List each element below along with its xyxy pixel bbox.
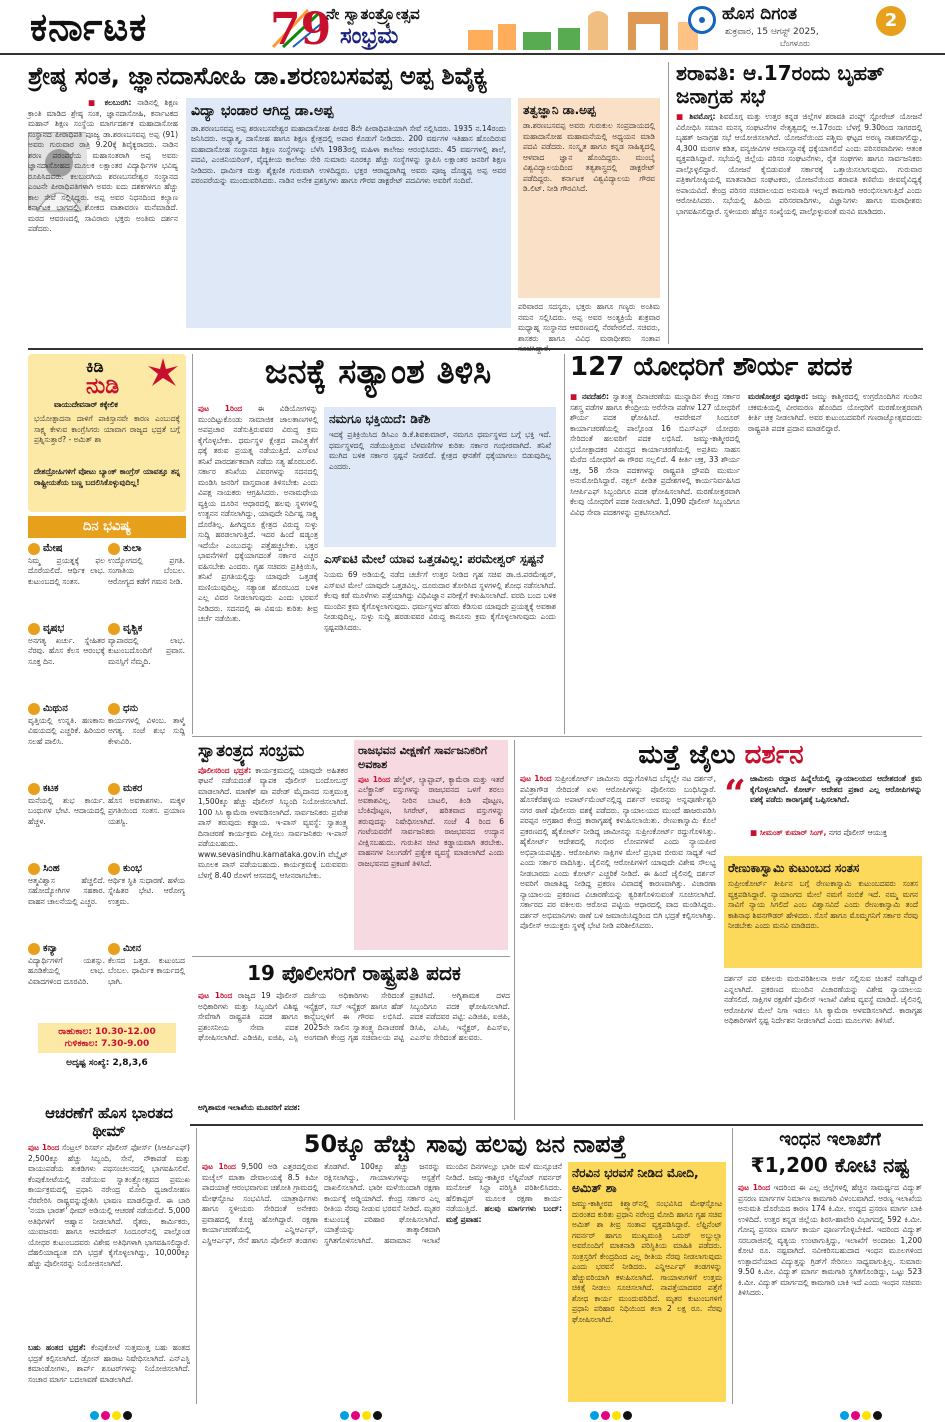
ashoka-chakra-icon: [688, 6, 716, 34]
badge-line1: ನೇ ಸ್ವಾತಂತ್ರ್ಯೋತ್ಸವ: [326, 5, 420, 23]
truth-body-text: ಈ ವಿಡಿಯೋಗಳನ್ನು ಮುಂದಿಟ್ಟುಕೊಂಡು ಸಾಮಾಜಿಕ ಜಾಲತಾಣಗಳಲ್ಲಿ ಅಪಪ್ರಚಾರ ನಡೆಸುತ್ತಿರುವವರ ವಿರುದ್ಧ ಕ್ರಮ ಕೈಗೊಳ್ಳಬೇಕು. ಧರ್ಮಸ್ಥಳ ಕ್ಷೇತ್ರದ ಪಾವಿತ್ರ್ಯತೆಗೆ ಧಕ್ಕೆ ತರುವ ಪ್ರಯತ್ನ ನಡೆಯುತ್ತಿದೆ. ಎಸ್ಐಟಿ ತನಿಖೆ ಪಾರದರ್ಶಕವಾಗಿ ನಡೆದು ಸತ್ಯ ಹೊರಬರಲಿ. ಸರ್ಕಾರ ತನಿಖೆಯ ವಿವರಗಳನ್ನು ಸದನದಲ್ಲಿ ಮಂಡಿಸಿ ಜನರಿಗೆ ವಾಸ್ತವಾಂಶ ತಿಳಿಸಬೇಕು ಎಂದು ವಿಪಕ್ಷ ನಾಯಕರು ಆಗ್ರಹಿಸಿದರು. ಅನಾಮಧೇಯ ವ್ಯಕ್ತಿಯ ದೂರಿನ ಆಧಾರದಲ್ಲಿ ಹಲವು ಸ್ಥಳಗಳಲ್ಲಿ ಉತ್ಖನನ ನಡೆಸಲಾಗಿದ್ದು, ಯಾವುದೇ ನಿರ್ದಿಷ್ಟ ಸಾಕ್ಷ್ಯ ದೊರೆತಿಲ್ಲ. ಹೀಗಿದ್ದರೂ ಕ್ಷೇತ್ರದ ವಿರುದ್ಧ ಸುಳ್ಳು ಸುದ್ದಿ ಹರಡಲಾಗುತ್ತಿದೆ. ಇದರ ಹಿಂದೆ ಷಡ್ಯಂತ್ರ ಇದೆಯೇ ಎಂಬುದನ್ನು ಪತ್ತೆಹಚ್ಚಬೇಕು. ಭಕ್ತರ ಭಾವನೆಗಳಿಗೆ ಧಕ್ಕೆಯಾಗದಂತೆ ಸರ್ಕಾರ ಎಚ್ಚರ ವಹಿಸಬೇಕು ಎಂದರು. ಗೃಹ ಸಚಿವರು ಪ್ರತಿಕ್ರಿಯಿಸಿ, ತನಿಖೆ ಪ್ರಗತಿಯಲ್ಲಿದ್ದು ಯಾವುದೇ ಒತ್ತಡಕ್ಕೆ ಮಣಿಯುವುದಿಲ್ಲ. ಸತ್ಯಾಂಶ ಹೊರಬಂದ ಬಳಿಕ ಎಲ್ಲ ವಿವರ ನೀಡಲಾಗುವುದು ಎಂದು ಭರವಸೆ ನೀಡಿದರು. ಸದನದಲ್ಲಿ ಈ ವಿಷಯ ಕುರಿತು ತೀವ್ರ ಚರ್ಚೆ ನಡೆಯಿತು.: [198, 404, 318, 623]
sign-text: ಮನೆಯಲ್ಲಿ ಶುಭ ಕಾರ್ಯ. ಬಂಧುಗಳ ಭೇಟಿ. ಆದಾಯದಲ್ಲಿ ಹೆಚ್ಚಳ.: [28, 795, 105, 826]
story-medals: [570, 352, 922, 732]
kidi-title-top: ಕಿಡಿ: [86, 357, 104, 376]
president-medal-kicker: ಪುಟ 1ರಿಂದ: [198, 991, 233, 1000]
sign-text: ಅನಗತ್ಯ ಖರ್ಚು. ಸ್ನೇಹಿತರ ನೆರವು. ಹೊಸ ಕೆಲಸ ಆರಂಭಕ್ಕೆ ಸೂಕ್ತ ದಿನ.: [28, 635, 105, 666]
horoscope-grid: [28, 538, 186, 1023]
badge-line2: ಸಂಭ್ರಮ: [340, 24, 399, 49]
story-saint: [28, 60, 660, 345]
medals-sub-title: ಮರಣೋತ್ತರ ಪುರಸ್ಕಾರ:: [748, 392, 809, 401]
truth-body: [198, 404, 318, 730]
medals-body: [570, 392, 740, 728]
zodiac-icon: [28, 703, 40, 715]
sign-text: ನಿಮ್ಮ ಪ್ರಯತ್ನಕ್ಕೆ ಫಲ ದೊರೆಯಲಿದೆ. ಆರ್ಥಿಕ ಲಾಭ. ಕುಟುಂಬದಲ್ಲಿ ಸಂತಸ.: [28, 555, 105, 586]
jail-quote-by: ■ ಸೀಮಂತ್ ಕುಮಾರ್ ಸಿಂಗ್, ನಗರ ಪೊಲೀಸ್ ಆಯುಕ್ತ: [750, 828, 887, 837]
president-medal-body: [198, 991, 510, 1101]
horoscope-sign: [108, 542, 185, 620]
sign-name: ಮೇಷ: [43, 543, 63, 554]
raj-bhavan-headline: ರಾಜಭವನ ವೀಕ್ಷಣೆಗೆ ಸಾರ್ವಜನಿಕರಿಗೆ ಅವಕಾಶ: [358, 744, 488, 771]
story-theme: [28, 1104, 190, 1404]
independence-body-text: ಕಾರ್ಯಕ್ರಮದಲ್ಲಿ ಯಾವುದೇ ಅಹಿತಕರ ಘಟನೆ ನಡೆಯದಂತೆ ವ್ಯಾಪಕ ಪೊಲೀಸ್ ಬಂದೋಬಸ್ತ್ ಮಾಡಲಾಗಿದೆ. ಮಾಣೆಕ್ ಷಾ ಪರೇಡ್ ಮೈದಾನದ ಸುತ್ತಮುತ್ತ 1,500ಕ್ಕೂ ಹೆಚ್ಚು ಪೊಲೀಸ್ ಸಿಬ್ಬಂದಿ ನಿಯೋಜಿಸಲಾಗಿದೆ. 100 ಸಿಸಿ ಕ್ಯಾಮೆರಾ ಅಳವಡಿಸಲಾಗಿದೆ. ಸಾರ್ವಜನಿಕರು ಪ್ರವೇಶ ಪಾಸ್ ತರುವುದು ಕಡ್ಡಾಯ. ಇ-ಪಾಸ್ ವ್ಯವಸ್ಥೆ: ಸ್ವಾತಂತ್ರ್ಯ ದಿನಾಚರಣೆ ಕಾರ್ಯಕ್ರಮ ವೀಕ್ಷಿಸಲು ಸಾರ್ವಜನಿಕರು ಇ-ಪಾಸ್ ಪಡೆಯಬಹುದು. www.sevasindhu.karnataka.gov.in ವೆಬ್ಸೈಟ್ ಮೂಲಕ ಪಾಸ್ ಪಡೆಯಬಹುದು. ಕಾರ್ಯಕ್ರಮಕ್ಕೆ ಬರುವವರು ಬೆಳಗ್ಗೆ 8.40 ರೊಳಗೆ ಆಸನದಲ್ಲಿ ಆಸೀನರಾಗಬೇಕು.: [198, 765, 348, 880]
story-missing: [202, 1128, 728, 1404]
missing-body: [202, 1162, 562, 1402]
page-number: 2: [876, 6, 906, 36]
missing-box-modi: [568, 1162, 726, 1402]
renuka-body: ಸುಪ್ರೀಂಕೋರ್ಟ್ ತೀರ್ಪಿನ ಬಗ್ಗೆ ರೇಣುಕಾಸ್ವಾಮಿ ಕುಟುಂಬದವರು ಸಂತಸ ವ್ಯಕ್ತಪಡಿಸಿದ್ದಾರೆ. ನ್ಯಾಯಾಂಗದ ಮೇಲೆ ನಮಗೆ ನಂಬಿಕೆ ಇದೆ. ನಮ್ಮ ಮಗನ ಸಾವಿಗೆ ನ್ಯಾಯ ಸಿಗಲಿದೆ ಎಂಬ ವಿಶ್ವಾಸವಿದೆ ಎಂದು ರೇಣುಕಾಸ್ವಾಮಿ ತಂದೆ ಕಾಶಿನಾಥ ಶಿವನಗೌಡರ್ ಹೇಳಿದರು. ಸೊಸೆ ಹಾಗೂ ಮೊಮ್ಮಗನಿಗೆ ಸರ್ಕಾರ ನೆರವು ನೀಡಬೇಕು ಎಂದು ಮನವಿ ಮಾಡಿದರು.: [728, 879, 918, 931]
sharavathi-headline: ಶರಾವತಿ: ಆ.17ರಂದು ಬೃಹತ್ ಜನಾಗ್ರಹ ಸಭೆ: [676, 61, 885, 108]
saint-dateline: ಕಲಬುರಗಿ:: [104, 98, 132, 107]
sign-name: ಮಕರ: [123, 783, 143, 794]
sign-text: ಆತ್ಮವಿಶ್ವಾಸ ಹೆಚ್ಚಲಿದೆ. ಸಹೋದ್ಯೋಗಿಗಳ ಸಹಕಾರ. ವಾಹನ ಚಾಲನೆಯಲ್ಲಿ ಎಚ್ಚರ.: [28, 875, 105, 906]
sign-name: ತುಲಾ: [123, 543, 142, 554]
saint-headline: ಶ್ರೇಷ್ಠ ಸಂತ, ಜ್ಞಾನದಾಸೋಹಿ ಡಾ.ಶರಣಬಸವಪ್ಪ ಅಪ್ಪ ಶಿವೈಕ್ಯ: [28, 62, 488, 90]
fuel-headline-2: ₹1,200 ಕೋಟಿ ನಷ್ಟ: [750, 1153, 910, 1178]
story-president-medal: [198, 960, 510, 1120]
modi-title: ನೆರವಿನ ಭರವಸೆ ನೀಡಿದ ಮೋದಿ, ಅಮಿತ್ ಶಾ: [572, 1166, 699, 1195]
horoscope-sign: [28, 702, 105, 780]
lucky-number: ಅದೃಷ್ಟ ಸಂಖ್ಯೆ: 2,8,3,6: [66, 1058, 148, 1069]
theme-sub-body: ಕೆಂಪುಕೋಟೆ ಸುತ್ತಮುತ್ತ ಬಹು ಹಂತದ ಭದ್ರತೆ ಕಲ್ಪಿಸಲಾಗಿದೆ. ಡ್ರೋನ್ ಹಾರಾಟ ನಿಷೇಧಿಸಲಾಗಿದೆ. ಎನ್ಎಸ್ಜಿ ಕಮಾಂಡೋಗಳು, ಶಾರ್ಪ್ ಶೂಟರ್‌ಗಳನ್ನು ನಿಯೋಜಿಸಲಾಗಿದೆ. ಸಂಚಾರ ಮಾರ್ಗ ಬದಲಾವಣೆ ಮಾಡಲಾಗಿದೆ.: [28, 1343, 191, 1384]
truth-box-dkshi: [324, 407, 556, 547]
jail-quote-role: ನಗರ ಪೊಲೀಸ್ ಆಯುಕ್ತ: [826, 828, 887, 837]
raj-bhavan-body: [358, 775, 504, 945]
story-independence: [198, 740, 348, 952]
zodiac-icon: [28, 623, 40, 635]
medals-headline: 127 ಯೋಧರಿಗೆ ಶೌರ್ಯ ಪದಕ: [570, 352, 853, 382]
theme-sub: [28, 1343, 190, 1403]
independence-headline: ಸ್ವಾತಂತ್ರ್ಯದ ಸಂಭ್ರಮ: [198, 741, 305, 761]
jail-body-text: ಸುಪ್ರೀಂಕೋರ್ಟ್ ಜಾಮೀನು ರದ್ದುಗೊಳಿಸಿದ ಬೆನ್ನಲ್ಲೇ ನಟ ದರ್ಶನ್, ಪವಿತ್ರಾಗೌಡ ಸೇರಿದಂತೆ ಏಳು ಆರೋಪಿಗಳನ್ನು ಪೊಲೀಸರು ಬಂಧಿಸಿದ್ದಾರೆ. ಹೊಸಕೆರೆಹಳ್ಳಿಯ ಅಪಾರ್ಟ್‌ಮೆಂಟ್‌ನಲ್ಲಿದ್ದ ದರ್ಶನ್ ಅವರನ್ನು ಅನ್ನಪೂರ್ಣೇಶ್ವರಿ ನಗರ ಠಾಣೆ ಪೊಲೀಸರು ವಶಕ್ಕೆ ಪಡೆದರು. ನ್ಯಾಯಾಲಯದ ಮುಂದೆ ಹಾಜರುಪಡಿಸಿ ಪರಪ್ಪನ ಅಗ್ರಹಾರ ಕೇಂದ್ರ ಕಾರಾಗೃಹಕ್ಕೆ ಕಳುಹಿಸಲಾಯಿತು. ರೇಣುಕಾಸ್ವಾಮಿ ಕೊಲೆ ಪ್ರಕರಣದಲ್ಲಿ ಹೈಕೋರ್ಟ್ ನೀಡಿದ್ದ ಜಾಮೀನನ್ನು ಸುಪ್ರೀಂಕೋರ್ಟ್ ರದ್ದುಗೊಳಿಸಿತ್ತು. ಹೈಕೋರ್ಟ್ ಆದೇಶದಲ್ಲಿ ಗಂಭೀರ ಲೋಪಗಳಿವೆ ಎಂದು ನ್ಯಾಯಪೀಠ ಅಭಿಪ್ರಾಯಪಟ್ಟಿತ್ತು. ಆರೋಪಿಗಳು ಸಾಕ್ಷಿಗಳ ಮೇಲೆ ಪ್ರಭಾವ ಬೀರುವ ಸಾಧ್ಯತೆ ಇದೆ ಎಂದು ಸರ್ಕಾರ ವಾದಿಸಿತ್ತು. ಜೈಲಿನಲ್ಲಿ ಆರೋಪಿಗಳಿಗೆ ಯಾವುದೇ ವಿಶೇಷ ಸೌಲಭ್ಯ ನೀಡಬಾರದು ಎಂದು ಕೋರ್ಟ್ ಎಚ್ಚರಿಕೆ ನೀಡಿದೆ. ಈ ಹಿಂದೆ ಜೈಲಿನಲ್ಲಿ ದರ್ಶನ್ ಅವರಿಗೆ ರಾಜಾತಿಥ್ಯ ನೀಡಿದ್ದ ಪ್ರಕರಣ ವಿವಾದಕ್ಕೆ ಕಾರಣವಾಗಿತ್ತು. ವಿಚಾರಣಾ ನ್ಯಾಯಾಲಯ ಪ್ರಕರಣದ ವಿಚಾರಣೆಯನ್ನು ತ್ವರಿತಗೊಳಿಸುವಂತೆ ಸೂಚಿಸಲಾಗಿದೆ. ಸರ್ಕಾರದ ಪರ ವಕೀಲರು ಆರೋಪ ಪಟ್ಟಿಯ ಆಧಾರದಲ್ಲಿ ವಾದ ಮಂಡಿಸಿದ್ದರು. ದರ್ಶನ್ ಅಭಿಮಾನಿಗಳು ಠಾಣೆ ಬಳಿ ಜಮಾಯಿಸಿದ್ದರಿಂದ ಬಿಗಿ ಭದ್ರತೆ ಕಲ್ಪಿಸಲಾಗಿತ್ತು. ಪೊಲೀಸ್ ಆಯುಕ್ತರು ಸ್ಥಳಕ್ಕೆ ಭೇಟಿ ನೀಡಿ ಪರಿಶೀಲಿಸಿದರು.: [520, 774, 716, 930]
rahu-box: [38, 1023, 176, 1053]
sign-text: ಹೊಸ ಅವಕಾಶಗಳು. ಮಕ್ಕಳ ಪ್ರಗತಿಯಿಂದ ಸಂತಸ. ಪ್ರಯಾಣ ಯಶಸ್ವಿ.: [108, 795, 185, 826]
kidi-nudi-box: [28, 354, 186, 512]
horoscope-sign: [28, 862, 105, 940]
quote-mark-icon: “: [724, 771, 746, 816]
medals-body-text: ಸ್ವಾತಂತ್ರ್ಯ ದಿನಾಚರಣೆಯ ಮುನ್ನಾದಿನ ಕೇಂದ್ರ ಸರ್ಕಾರ ಸಶಸ್ತ್ರ ಪಡೆಗಳ ಹಾಗೂ ಕೇಂದ್ರೀಯ ಅರೆಸೇನಾ ಪಡೆಗಳ 127 ಯೋಧರಿಗೆ ಶೌರ್ಯ ಪದಕ ಘೋಷಿಸಿದೆ. ಆಪರೇಷನ್ ಸಿಂದೂರ್ ಕಾರ್ಯಾಚರಣೆಯಲ್ಲಿ ಪಾಲ್ಗೊಂಡ 16 ಬಿಎಸ್ಎಫ್ ಯೋಧರು ಸೇರಿದಂತೆ ಹಲವರಿಗೆ ಪದಕ ಲಭಿಸಿದೆ. ಜಮ್ಮು-ಕಾಶ್ಮೀರದಲ್ಲಿ ಭಯೋತ್ಪಾದಕರ ವಿರುದ್ಧದ ಕಾರ್ಯಾಚರಣೆಯಲ್ಲಿ ಅಪ್ರತಿಮ ಸಾಹಸ ಮೆರೆದ ಯೋಧರಿಗೆ ಈ ಗೌರವ ಸಲ್ಲಲಿದೆ. 4 ಕೀರ್ತಿ ಚಕ್ರ, 33 ಶೌರ್ಯ ಚಕ್ರ, 58 ಸೇನಾ ಪದಕಗಳನ್ನು ರಾಷ್ಟ್ರಪತಿ ದ್ರೌಪದಿ ಮುರ್ಮು ಅನುಮೋದಿಸಿದ್ದಾರೆ. ನಕ್ಸಲ್ ಪೀಡಿತ ಪ್ರದೇಶಗಳಲ್ಲಿ ಕಾರ್ಯನಿರ್ವಹಿಸಿದ ಸಿಆರ್ಪಿಎಫ್ ಸಿಬ್ಬಂದಿಗೂ ಪದಕ ಘೋಷಿಸಲಾಗಿದೆ. ಮರಣೋತ್ತರವಾಗಿ ಕೆಲವು ಯೋಧರಿಗೆ ಪದಕ ನೀಡಲಾಗಿದೆ. 1,090 ಪೊಲೀಸ್ ಸಿಬ್ಬಂದಿಗೂ ವಿವಿಧ ಸೇವಾ ಪದಕಗಳನ್ನು ಪ್ರಕಟಿಸಲಾಗಿದೆ.: [570, 392, 741, 517]
raj-bhavan-kicker: ಪುಟ 1ರಿಂದ: [358, 774, 391, 784]
kidi-title-bottom: ನುಡಿ: [86, 374, 120, 399]
fuel-body: [738, 1183, 922, 1399]
modi-body: ಜಮ್ಮು-ಕಾಶ್ಮೀರದ ಕಿಶ್ತ್ವಾರ್‌ನಲ್ಲಿ ಸಂಭವಿಸಿದ ಮೇಘಸ್ಫೋಟ ದುರಂತದ ಕುರಿತು ಪ್ರಧಾನಿ ನರೇಂದ್ರ ಮೋದಿ ಹಾಗೂ ಗೃಹ ಸಚಿವ ಅಮಿತ್ ಶಾ ತೀವ್ರ ಸಂತಾಪ ವ್ಯಕ್ತಪಡಿಸಿದ್ದಾರೆ. ಲೆಫ್ಟಿನೆಂಟ್ ಗವರ್ನರ್ ಹಾಗೂ ಮುಖ್ಯಮಂತ್ರಿ ಒಮರ್ ಅಬ್ದುಲ್ಲಾ ಅವರೊಂದಿಗೆ ಮಾತನಾಡಿ ಪರಿಸ್ಥಿತಿಯ ಮಾಹಿತಿ ಪಡೆದರು. ಸಂತ್ರಸ್ತರಿಗೆ ಕೇಂದ್ರದಿಂದ ಎಲ್ಲ ರೀತಿಯ ನೆರವು ನೀಡಲಾಗುವುದು ಎಂದು ಭರವಸೆ ನೀಡಿದರು. ಎನ್ಡಿಆರ್ಎಫ್ ತಂಡಗಳನ್ನು ಹೆಚ್ಚುವರಿಯಾಗಿ ಕಳುಹಿಸಲಾಗಿದೆ. ಗಾಯಾಳುಗಳಿಗೆ ಉತ್ತಮ ಚಿಕಿತ್ಸೆ ನೀಡಲು ಸೂಚಿಸಲಾಗಿದೆ. ನಾಪತ್ತೆಯಾದವರ ಪತ್ತೆಗೆ ಶೋಧ ಕಾರ್ಯ ಮುಂದುವರಿದಿದೆ. ಮೃತರ ಕುಟುಂಬಗಳಿಗೆ ಪ್ರಧಾನಿ ಪರಿಹಾರ ನಿಧಿಯಿಂದ ತಲಾ 2 ಲಕ್ಷ ರೂ. ನೆರವು ಘೋಷಿಸಲಾಗಿದೆ.: [572, 1199, 722, 1324]
sharavathi-body-text: ಶಿವಮೊಗ್ಗ ಮತ್ತು ಉತ್ತರ ಕನ್ನಡ ಜಿಲ್ಲೆಗಳ ಶರಾವತಿ ಪಂಪ್ಡ್ ಸ್ಟೋರೇಜ್ ಯೋಜನೆ ವಿರೋಧಿಸಿ ಸಮಾನ ಮನಸ್ಕ ಸಂಘಟನೆಗಳ ನೇತೃತ್ವದಲ್ಲಿ ಆ.17ರಂದು ಬೆಳಗ್ಗೆ 9.30ರಿಂದ ಸಾಗರದಲ್ಲಿ ಬೃಹತ್ ಜನಾಗ್ರಹ ಸಭೆ ಆಯೋಜಿಸಲಾಗಿದೆ. ಯೋಜನೆಯಿಂದ ಪಶ್ಚಿಮ ಘಟ್ಟದ ಅರಣ್ಯ ನಾಶವಾಗಲಿದ್ದು, 4,300 ಮರಗಳ ಕಡಿತ, ವನ್ಯಜೀವಿಗಳ ಆವಾಸಸ್ಥಾನಕ್ಕೆ ಧಕ್ಕೆಯಾಗಲಿದೆ ಎಂದು ಪರಿಸರವಾದಿಗಳು ಆತಂಕ ವ್ಯಕ್ತಪಡಿಸಿದ್ದಾರೆ. ಸಭೆಯಲ್ಲಿ ಜಿಲ್ಲೆಯ ಪರಿಸರ ಸಂಘಟನೆಗಳು, ರೈತ ಸಂಘಗಳು ಹಾಗೂ ಸಾರ್ವಜನಿಕರು ಪಾಲ್ಗೊಳ್ಳಲಿದ್ದಾರೆ. ಯೋಜನೆ ಕೈಬಿಡುವಂತೆ ಸರ್ಕಾರಕ್ಕೆ ಒತ್ತಾಯಿಸಲಾಗುವುದು. ಗುರುವಾರ ಪತ್ರಿಕಾಗೋಷ್ಠಿಯಲ್ಲಿ ಮಾತನಾಡಿದ ಸಂಘಟಕರು, ಯೋಜನೆಯಿಂದ ಶರಾವತಿ ಕಣಿವೆಯ ಜೀವವೈವಿಧ್ಯಕ್ಕೆ ಅಪಾಯವಿದೆ. ಕೇಂದ್ರ ಪರಿಸರ ಸಚಿವಾಲಯದ ಅನುಮತಿ ಇಲ್ಲದೆ ಕಾಮಗಾರಿ ಆರಂಭಿಸಲಾಗುತ್ತಿದೆ ಎಂದು ಆರೋಪಿಸಿದರು. ಸಭೆಯಲ್ಲಿ ಹಿರಿಯ ಪರಿಸರವಾದಿಗಳು, ವಿಜ್ಞಾನಿಗಳು ಹಾಗೂ ಮಠಾಧೀಶರು ಭಾಗವಹಿಸಲಿದ್ದಾರೆ. ಸ್ಥಳೀಯರು ಹೆಚ್ಚಿನ ಸಂಖ್ಯೆಯಲ್ಲಿ ಪಾಲ್ಗೊಳ್ಳುವಂತೆ ಮನವಿ ಮಾಡಿದರು.: [676, 112, 922, 216]
sign-name: ಕಟಕ: [43, 783, 59, 794]
missing-headline: 50ಕ್ಕೂ ಹೆಚ್ಚು ಸಾವು ಹಲವು ಜನ ನಾಪತ್ತೆ: [303, 1130, 627, 1158]
jail-headline-black: ಮತ್ತೆ ಜೈಲು: [638, 740, 745, 770]
missing-sub-title: ಹಲವು ಮಾರ್ಗಗಳು ಬಂದ್:: [484, 1204, 562, 1213]
story-sharavathi: [676, 62, 922, 344]
jail-quote-author: ಸೀಮಂತ್ ಕುಮಾರ್ ಸಿಂಗ್,: [759, 828, 827, 837]
story-truth: [198, 352, 558, 732]
zodiac-icon: [28, 943, 40, 955]
print-registration-marks: [0, 1410, 945, 1422]
truth-kicker: ಪುಟ 1ರಿಂದ: [198, 404, 243, 413]
registration-dot: [340, 1411, 349, 1420]
registration-dot: [590, 1411, 599, 1420]
theme-body: [28, 1143, 190, 1343]
registration-dot: [112, 1411, 121, 1420]
spark-icon: [148, 358, 178, 388]
zodiac-icon: [108, 863, 120, 875]
kidi-quote: ಭಯೋತ್ಪಾದನಾ ದಾಳಿಗೆ ಪಾಕಿಸ್ತಾನವೇ ಕಾರಣ ಎಂಬುದಕ್ಕೆ ಸಾಕ್ಷ್ಯ ಕೇಳುವ ಕಾಂಗ್ರೆಸಿಗರು ಯಾವಾಗ ರಾಜ್ಯದ ಭದ್ರತೆ ಬಗ್ಗೆ ಪ್ರಶ್ನಿಸುತ್ತಾರೆ? - ಅಮಿತ್ ಶಾ: [34, 414, 180, 444]
story-raj-bhavan: [354, 740, 508, 950]
jail-kicker: ಪುಟ 1ರಿಂದ: [520, 774, 552, 783]
truth-box-sit: [324, 552, 556, 730]
horoscope-sign: [108, 782, 185, 860]
horoscope-sign: [28, 542, 105, 620]
zodiac-icon: [108, 703, 120, 715]
horoscope: [28, 516, 186, 1102]
theme-kicker: ಪುಟ 1ರಿಂದ: [28, 1143, 60, 1152]
zodiac-icon: [108, 623, 120, 635]
sit-body: ನಿಯಮ 69 ಅಡಿಯಲ್ಲಿ ನಡೆದ ಚರ್ಚೆಗೆ ಉತ್ತರ ನೀಡಿದ ಗೃಹ ಸಚಿವ ಡಾ.ಜಿ.ಪರಮೇಶ್ವರ್, ಎಸ್ಐಟಿ ಮೇಲೆ ಯಾವುದೇ ಒತ್ತಡವಿಲ್ಲ. ದೂರುದಾರ ತೋರಿಸಿದ ಸ್ಥಳಗಳಲ್ಲಿ ಶೋಧ ನಡೆಸಲಾಗಿದೆ. ಕೆಲವು ಕಡೆ ಮೂಳೆಗಳು ಪತ್ತೆಯಾಗಿದ್ದು ವಿಧಿವಿಜ್ಞಾನ ಪರೀಕ್ಷೆಗೆ ಕಳುಹಿಸಲಾಗಿದೆ. ವರದಿ ಬಂದ ಬಳಿಕ ಮುಂದಿನ ಕ್ರಮ ಕೈಗೊಳ್ಳಲಾಗುವುದು. ಧರ್ಮಸ್ಥಳದ ಹೆಸರು ಕೆಡಿಸುವ ಯಾವುದೇ ಪ್ರಯತ್ನಕ್ಕೆ ಅವಕಾಶ ನೀಡುವುದಿಲ್ಲ. ಸುಳ್ಳು ಸುದ್ದಿ ಹರಡುವವರ ವಿರುದ್ಧ ಕಾನೂನು ಕ್ರಮ ಕೈಗೊಳ್ಳಲಾಗುವುದು ಎಂದು ಸ್ಪಷ್ಟಪಡಿಸಿದರು.: [324, 570, 556, 632]
registration-dot: [612, 1411, 621, 1420]
gulika: ಗುಳಿಕಕಾಲ: 7.30-9.00: [64, 1039, 150, 1050]
paper-name: ಹೊಸ ದಿಗಂತ: [722, 4, 797, 24]
jail-tail: ದರ್ಶನ್ ಪರ ವಕೀಲರು ಮರುಪರಿಶೀಲನಾ ಅರ್ಜಿ ಸಲ್ಲಿಸುವ ಚಿಂತನೆ ನಡೆಸಿದ್ದಾರೆ ಎನ್ನಲಾಗಿದೆ. ಪ್ರಕರಣದ ಮುಂದಿನ ವಿಚಾರಣೆಯನ್ನು ವಿಶೇಷ ನ್ಯಾಯಾಲಯ ನಡೆಸಲಿದೆ. ಸಾಕ್ಷಿಗಳ ರಕ್ಷಣೆಗೆ ಪೊಲೀಸ್ ಇಲಾಖೆ ವಿಶೇಷ ವ್ಯವಸ್ಥೆ ಮಾಡಿದೆ. ಜೈಲಿನಲ್ಲಿ ಆರೋಪಿಗಳ ಮೇಲೆ ನಿಗಾ ಇಡಲು ಸಿಸಿ ಕ್ಯಾಮೆರಾ ಅಳವಡಿಸಲಾಗಿದೆ. ಕಾರಾಗೃಹ ಅಧಿಕಾರಿಗಳಿಗೆ ಸ್ಪಷ್ಟ ನಿರ್ದೇಶನ ನೀಡಲಾಗಿದೆ ಎಂದು ಮೂಲಗಳು ತಿಳಿಸಿವೆ.: [724, 974, 922, 1025]
registration-dot: [351, 1411, 360, 1420]
issue-city: ಬೆಂಗಳೂರು: [780, 39, 810, 48]
saint-tail: ಪರಿವಾರದ ಸದಸ್ಯರು, ಭಕ್ತರು ಹಾಗೂ ಗಣ್ಯರು ಅಂತಿಮ ನಮನ ಸಲ್ಲಿಸಿದರು. ಅಪ್ಪ ಅವರ ಅಂತ್ಯಕ್ರಿಯೆ ಶುಕ್ರವಾರ ಮಧ್ಯಾಹ್ನ ಸಂಸ್ಥಾನದ ಆವರಣದಲ್ಲಿ ನೆರವೇರಲಿದೆ. ಸಚಿವರು, ಶಾಸಕರು ಹಾಗೂ ವಿವಿಧ ಮಠಾಧೀಶರು ಸಂತಾಪ: [518, 302, 660, 343]
sign-name: ಮೀನ: [123, 943, 141, 954]
dkshi-title: ನಮಗೂ ಭಕ್ತಿಯಿದೆ: ಡಿಕೆಶಿ: [329, 412, 431, 426]
sign-name: ವೃಶ್ಚಿಕ: [123, 623, 143, 634]
horoscope-sign: [28, 782, 105, 860]
theme-body-text: ಸೆಂಟ್ರಲ್ ರಿಸರ್ವ್ ಪೊಲೀಸ್ ಫೋರ್ಸ್ (ಸಿಆರ್ಪಿಎಫ್) 2,500ಕ್ಕೂ ಹೆಚ್ಚು ಸಿಬ್ಬಂದಿ, ಸೇನೆ, ನೌಕಾಪಡೆ ಮತ್ತು ವಾಯುಪಡೆಯ ತುಕಡಿಗಳು ಪಥಸಂಚಲನದಲ್ಲಿ ಭಾಗವಹಿಸಲಿವೆ. ಕೆಂಪುಕೋಟೆಯಲ್ಲಿ ನಡೆಯುವ ಸ್ವಾತಂತ್ರ್ಯೋತ್ಸವದ ಪ್ರಮುಖ ಕಾರ್ಯಕ್ರಮದಲ್ಲಿ ಪ್ರಧಾನಿ ನರೇಂದ್ರ ಮೋದಿ ಧ್ವಜಾರೋಹಣ ನೆರವೇರಿಸಿ ರಾಷ್ಟ್ರವನ್ನುದ್ದೇಶಿಸಿ ಭಾಷಣ ಮಾಡಲಿದ್ದಾರೆ. ಈ ಬಾರಿ 'ನಯಾ ಭಾರತ್' ಥೀಮ್ ಅಡಿಯಲ್ಲಿ ಆಚರಣೆ ನಡೆಯಲಿದೆ. 5,000 ಅತಿಥಿಗಳಿಗೆ ಆಹ್ವಾನ ನೀಡಲಾಗಿದೆ. ರೈತರು, ಕಾರ್ಮಿಕರು, ಯುವಜನರು ಹಾಗೂ ಆಪರೇಷನ್ ಸಿಂದೂರ್‌ನಲ್ಲಿ ಪಾಲ್ಗೊಂಡ ಯೋಧರ ಕುಟುಂಬದವರು ವಿಶೇಷ ಅತಿಥಿಗಳಾಗಿ ಭಾಗವಹಿಸಲಿದ್ದಾರೆ. ದೆಹಲಿಯಾದ್ಯಂತ ಬಿಗಿ ಭದ್ರತೆ ಕೈಗೊಳ್ಳಲಾಗಿದ್ದು, 10,000ಕ್ಕೂ ಹೆಚ್ಚು ಪೊಲೀಸರನ್ನು ನಿಯೋಜಿಸಲಾಗಿದೆ.: [28, 1143, 190, 1268]
sign-name: ಧನು: [123, 703, 139, 714]
jail-headline-red: ದರ್ಶನ: [744, 740, 804, 770]
medals-sub: [748, 392, 922, 728]
kidi-byline: ವಾಯುದೇವನಾರ್ ಕಕ್ಕೇಲಿಕ: [54, 400, 118, 409]
box-vidya-title: ವಿದ್ಯಾ ಭಂಡಾರ ಆಗಿದ್ದ ಡಾ.ಅಪ್ಪ: [191, 103, 334, 119]
fuel-headline-1: ಇಂಧನ ಇಲಾಖೆಗೆ: [779, 1129, 881, 1150]
registration-dot: [373, 1411, 382, 1420]
fire-title: ಅಗ್ನಿಶಾಮಕ ಇಲಾಖೆಯ ಮೂವರಿಗೆ ಪದಕ:: [198, 1103, 301, 1112]
registration-dot: [862, 1411, 871, 1420]
badge-number: 79: [270, 4, 332, 55]
bullet-icon: ■: [676, 112, 690, 121]
sign-name: ವೃಷಭ: [43, 623, 65, 634]
zodiac-icon: [108, 783, 120, 795]
sign-text: ವಿದ್ಯಾರ್ಥಿಗಳಿಗೆ ಯಶಸ್ಸು. ಹೂಡಿಕೆಯಲ್ಲಿ ಲಾಭ. ವಿವಾದಗಳಿಂದ ದೂರವಿರಿ.: [28, 955, 105, 986]
saint-body: [28, 98, 178, 343]
fuel-kicker: ಪುಟ 1ರಿಂದ: [738, 1183, 771, 1193]
missing-kicker: ಪುಟ 1ರಿಂದ: [202, 1162, 236, 1171]
zodiac-icon: [28, 863, 40, 875]
registration-dot: [90, 1411, 99, 1420]
president-medal-headline: 19 ಪೊಲೀಸರಿಗೆ ರಾಷ್ಟ್ರಪತಿ ಪದಕ: [247, 961, 461, 985]
theme-sub-title: ಬಹು ಹಂತದ ಭದ್ರತೆ:: [28, 1343, 86, 1352]
section-title: ಕರ್ನಾಟಕ: [30, 5, 148, 49]
sign-name: ಸಿಂಹ: [43, 863, 60, 874]
medals-dateline: ನವದೆಹಲಿ:: [581, 392, 610, 401]
registration-dot: [840, 1411, 849, 1420]
sign-text: ಕಾರ್ಯಗಳಲ್ಲಿ ವಿಳಂಬ. ತಾಳ್ಮೆ ಅಗತ್ಯ. ಸಂಜೆ ಶುಭ ಸುದ್ದಿ ಕೇಳುವಿರಿ.: [108, 715, 185, 746]
zodiac-icon: [108, 943, 120, 955]
independence-dateline: ಪೊಲೀಸರಿಂದ ಭದ್ರತೆ:: [198, 765, 252, 775]
kidi-reply: ದೇಶದ್ರೋಹಿಗಳಿಗೆ ವೋಟು ಬ್ಯಾಂಕ್ ಕಾಂಗ್ರೆಸ್ ಯಾವತ್ತೂ ತನ್ನ ರಾಷ್ಟ್ರೀಯತೆಯ ಬಣ್ಣ ಬದಲಿಸಿಕೊಳ್ಳುವುದಿಲ್ಲ!: [34, 467, 180, 487]
box-tatva-title: ತತ್ವಜ್ಞಾನಿ ಡಾ.ಅಪ್ಪ: [523, 103, 596, 117]
jail-quote-text: ಜಾಮೀನು ರದ್ದಾದ ಹಿನ್ನೆಲೆಯಲ್ಲಿ ನ್ಯಾಯಾಲಯದ ಆದೇಶದಂತೆ ಕ್ರಮ ಕೈಗೊಳ್ಳಲಾಗಿದೆ. ಕೋರ್ಟ್ ಆದೇಶದ ಪ್ರಕಾರ ಎಲ್ಲ ಆರೋಪಿಗಳನ್ನು ವಶಕ್ಕೆ ಪಡೆದು ಕಾರಾಗೃಹಕ್ಕೆ ಒಪ್ಪಿಸಲಾಗಿದೆ.: [750, 774, 922, 804]
truth-headline: ಜನಕ್ಕೆ ಸತ್ಯಾಂಶ ತಿಳಿಸಿ: [264, 352, 492, 392]
missing-sub2-title: ಮತ್ತೆ ಪ್ರವಾಹ:: [446, 1214, 482, 1224]
registration-dot: [362, 1411, 371, 1420]
horoscope-sign: [108, 862, 185, 940]
sign-text: ವೃತ್ತಿಯಲ್ಲಿ ಉನ್ನತಿ. ಹಣಕಾಸು ವಿಷಯದಲ್ಲಿ ಎಚ್ಚರಿಕೆ. ಹಿರಿಯರ ಸಲಹೆ ಪಾಲಿಸಿ.: [28, 715, 105, 746]
jail-body: [520, 774, 716, 1119]
sharavathi-dateline: ಶಿವಮೊಗ್ಗ:: [689, 112, 716, 121]
sign-name: ಮಿಥುನ: [43, 703, 68, 714]
saint-box-vidya: [186, 98, 511, 328]
story-jail: [520, 738, 922, 1123]
registration-dot: [623, 1411, 632, 1420]
fuel-body-text: ಇದರಿಂದ ಈ ಎಲ್ಲ ಜಿಲ್ಲೆಗಳಲ್ಲಿ ಹೆಚ್ಚಿನ ಸಾಮರ್ಥ್ಯದ ವಿದ್ಯುತ್ ಪ್ರಸರಣ ಮಾರ್ಗಗಳ ನಿರ್ಮಾಣ ಕಾಮಗಾರಿ ವಿಳಂಬವಾಗಿದೆ. ಅರಣ್ಯ ಇಲಾಖೆಯ ಅನುಮತಿ ದೊರೆಯದ ಕಾರಣ 174 ಕಿ.ಮೀ. ಉದ್ದದ ಪ್ರಸರಣ ಮಾರ್ಗ ಬಾಕಿ ಉಳಿದಿದೆ. ಉತ್ತರ ಕನ್ನಡ ಜಿಲ್ಲೆಯ ಶಿರಸಿ-ಹಾವೇರಿ ವಿಭಾಗದಲ್ಲಿ 592 ಕಿ.ಮೀ. ಗೋಪ್ಯ ಪ್ರಸರಣ ಮಾರ್ಗ ಕಾರ್ಯ ಪೂರ್ಣಗೊಳ್ಳಬೇಕಿದೆ. ಇದರಿಂದ ವಿದ್ಯುತ್ ಸರಬರಾಜಿನಲ್ಲಿ ವ್ಯತ್ಯಯ ಉಂಟಾಗುತ್ತಿದ್ದು, ಇಲಾಖೆಗೆ ಅಂದಾಜು 1,200 ಕೋಟಿ ರೂ. ನಷ್ಟವಾಗಿದೆ. ನವೀಕರಿಸಬಹುದಾದ ಇಂಧನ ಮೂಲಗಳಿಂದ ಉತ್ಪಾದನೆಯಾದ ವಿದ್ಯುತ್ತನ್ನು ಗ್ರಿಡ್‌ಗೆ ಸೇರಿಸಲು ಸಾಧ್ಯವಾಗುತ್ತಿಲ್ಲ. ಸುಮಾರು 9.50 ಕಿ.ಮೀ. ವಿದ್ಯುತ್ ಮಾರ್ಗ ಕಾಮಗಾರಿ ಸ್ಥಗಿತಗೊಂಡಿದ್ದು, ಒಟ್ಟು 523 ಕಿ.ಮೀ. ವಿದ್ಯುತ್ ಮಾರ್ಗದಲ್ಲಿ ಕಾಮಗಾರಿ ಬಾಕಿ ಇದೆ ಎಂದು ಇಂಧನ ಸಚಿವರು ತಿಳಿಸಿದರು.: [738, 1183, 922, 1298]
sign-text: ವ್ಯಾಪಾರದಲ್ಲಿ ಲಾಭ. ಕುಟುಂಬದೊಂದಿಗೆ ಪ್ರವಾಸ. ಮನಸ್ಸಿಗೆ ನೆಮ್ಮದಿ.: [108, 635, 185, 666]
horoscope-sign: [28, 942, 105, 1020]
saint-body-text: ನಾಡಿನಲ್ಲಿ ಶಿಕ್ಷಣ ಕ್ರಾಂತಿ ಮಾಡಿದ ಶ್ರೇಷ್ಠ ಸಂತ, ಜ್ಞಾನದಾಸೋಹಿ, ಕರ್ನಾಟಕದ ಮಹಾನ್ ಶಿಕ್ಷಣ ಸಂಸ್ಥೆಯ ಮಾರ್ಗದರ್ಶಕ ಮಹಾದಾಸೋಹ ಸಂಸ್ಥಾನದ ಪೀಠಾಧಿಪತಿ ಪೂಜ್ಯ ಡಾ.ಶರಣಬಸವಪ್ಪ ಅಪ್ಪ (91) ಅವರು ಗುರುವಾರ ರಾತ್ರಿ 9.20ಕ್ಕೆ ಶಿವೈಕ್ಯರಾದರು. ನಾಡಿನ ಶರಣ ಪರಂಪರೆಯ ಮಹಾಸಂತರಾಗಿ ಅಪ್ಪ ಅವರು ಜ್ಞಾನದಾಸೋಹದ ಮೂಲಕ ಲಕ್ಷಾಂತರ ವಿದ್ಯಾರ್ಥಿಗಳ ಭವಿಷ್ಯ ರೂಪಿಸಿದವರು. ಕಲಬುರಗಿಯ ಶರಣಬಸವೇಶ್ವರ ಸಂಸ್ಥಾನದ ಎಂಟನೇ ಪೀಠಾಧಿಪತಿಗಳಾಗಿ ಅವರು ಐದು ದಶಕಗಳಿಗೂ ಹೆಚ್ಚು ಕಾಲ ಸೇವೆ ಸಲ್ಲಿಸಿದ್ದರು. ಅಪ್ಪ ಅವರ ನಿಧನದಿಂದ ಕಲ್ಯಾಣ ಕರ್ನಾಟಕ ಭಾಗದಲ್ಲಿ ಶೋಕದ ವಾತಾವರಣ ಮನೆಮಾಡಿದೆ. ಮಠದ ಆವರಣದಲ್ಲಿ ಸಾವಿರಾರು ಭಕ್ತರು ಅಂತಿಮ ದರ್ಶನ ಪಡೆದರು.: [28, 98, 179, 233]
bullet-icon: ■: [88, 98, 105, 107]
sign-name: ಕನ್ಯಾ: [43, 943, 58, 954]
jail-quote: [724, 771, 922, 852]
masthead: [0, 0, 945, 55]
theme-headline: ಆಚರಣೆಗೆ ಹೊಸ ಭಾರತದ ಥೀಮ್: [28, 1104, 190, 1140]
zodiac-icon: [28, 783, 40, 795]
sit-title: ಎಸ್ಐಟಿ ಮೇಲೆ ಯಾವ ಒತ್ತಡವಿಲ್ಲ: ಪರಮೇಶ್ವರ್ ಸ್ಪಷ್ಟನೆ: [324, 552, 544, 566]
issue-date: ಶುಕ್ರವಾರ, 15 ಆಗಸ್ಟ್ 2025,: [725, 27, 819, 37]
jail-box-renuka: [724, 856, 922, 968]
registration-dot: [873, 1411, 882, 1420]
registration-dot: [123, 1411, 132, 1420]
horoscope-sign: [28, 622, 105, 700]
independence-badge: [268, 2, 708, 55]
sign-text: ಕೆಲಸದ ಒತ್ತಡ. ಕುಟುಂಬದ ಬೆಂಬಲ. ಧಾರ್ಮಿಕ ಕಾರ್ಯದಲ್ಲಿ ಭಾಗಿ.: [108, 955, 185, 986]
sign-text: ಉದ್ಯೋಗದಲ್ಲಿ ಪ್ರಗತಿ. ಸಂಗಾತಿಯ ಬೆಂಬಲ. ಆರೋಗ್ಯದ ಕಡೆಗೆ ಗಮನ ನೀಡಿ.: [108, 555, 185, 586]
horoscope-sign: [108, 702, 185, 780]
medals-sub-body: ಜಮ್ಮು ಕಾಶ್ಮೀರದಲ್ಲಿ ಉಗ್ರರೊಂದಿಗಿನ ಗುಂಡಿನ ಚಕಮಕಿಯಲ್ಲಿ ವೀರಮರಣ ಹೊಂದಿದ ಯೋಧರಿಗೆ ಮರಣೋತ್ತರವಾಗಿ ಕೀರ್ತಿ ಚಕ್ರ ನೀಡಲಾಗಿದೆ. ಅವರ ಕುಟುಂಬದವರಿಗೆ ಗಣರಾಜ್ಯೋತ್ಸವದಂದು ರಾಷ್ಟ್ರಪತಿ ಪದಕ ಪ್ರದಾನ ಮಾಡಲಿದ್ದಾರೆ.: [748, 392, 923, 433]
sign-name: ಕುಂಭ: [123, 863, 142, 874]
story-fuel: [738, 1128, 922, 1404]
horoscope-sign: [108, 622, 185, 700]
jail-headline: [520, 738, 922, 773]
bullet-icon: ■: [570, 392, 582, 401]
box-vidya-body: ಡಾ.ಶರಣಬಸವಪ್ಪ ಅಪ್ಪ ಶರಣಬಸವೇಶ್ವರ ಮಹಾದಾಸೋಹ ಪೀಠದ 8ನೇ ಪೀಠಾಧಿಪತಿಯಾಗಿ ಸೇವೆ ಸಲ್ಲಿಸಿದರು. 1935 ನ.14ರಂದು ಜನಿಸಿದರು. ಅಧ್ಯಾತ್ಮ, ದಾಸೋಹ ಹಾಗೂ ಶಿಕ್ಷಣ ಕ್ಷೇತ್ರದಲ್ಲಿ ಅಪಾರ ಕೊಡುಗೆ ನೀಡಿದರು. 200 ವರ್ಷಗಳ ಇತಿಹಾಸ ಹೊಂದಿರುವ ಮಹಾದಾಸೋಹ ಸಂಸ್ಥಾನದ ಶಿಕ್ಷಣ ಸಂಸ್ಥೆಗಳನ್ನು ಬೆಳೆಸಿ 1983ರಲ್ಲಿ ಮಹಿಳಾ ಕಾಲೇಜು ಆರಂಭಿಸಿದರು. 45 ವರ್ಷಗಳಲ್ಲಿ ಶಾಲೆ, ಪದವಿ, ಎಂಜಿನಿಯರಿಂಗ್, ವೈದ್ಯಕೀಯ ಕಾಲೇಜು ಸೇರಿ ಸುಮಾರು ನೂರಕ್ಕೂ ಹೆಚ್ಚು ಸಂಸ್ಥೆಗಳನ್ನು ಸ್ಥಾಪಿಸಿ ಲಕ್ಷಾಂತರ ಜನರಿಗೆ ಶಿಕ್ಷಣ ನೀಡಿದರು. ಧಾರ್ಮಿಕ ಮತ್ತು ಶೈಕ್ಷಣಿಕ ಗುರುವಾಗಿ ಉಳಿದಿದ್ದರು. ಭಕ್ತರ ಆರಾಧ್ಯರಾಗಿದ್ದ ಅವರು ಪೂಜ್ಯ ದೊಡ್ಡಪ್ಪ ಅಪ್ಪ ಅವರ ಪರಂಪರೆಯನ್ನು ಮುಂದುವರಿಸಿದರು. ನಾಡಿನ ಅನೇಕ ಪ್ರಶಸ್ತಿಗಳು ಹಾಗೂ ಗೌರವ ಡಾಕ್ಟರೇಟ್ ಪದವಿಗಳು ಅವರಿಗೆ ಸಂದಿವೆ.: [191, 123, 506, 186]
independence-body: [198, 766, 348, 950]
raj-bhavan-body-text: ಹೆಲ್ಮೆಟ್, ಲ್ಯಾಪ್ಟಾಪ್, ಕ್ಯಾಮೆರಾ ಮತ್ತು ಇತರೆ ಎಲೆಕ್ಟ್ರಾನಿಕ್ ವಸ್ತುಗಳನ್ನು ರಾಜಭವನದ ಒಳಗೆ ತರಲು ಅವಕಾಶವಿಲ್ಲ. ನೀರಿನ ಬಾಟಲಿ, ತಿಂಡಿ ಪೊಟ್ಟಣ, ಬೆಂಕಿಪೊಟ್ಟಣ, ಸಿಗರೇಟ್, ಹರಿತವಾದ ವಸ್ತುಗಳನ್ನು ತರುವುದನ್ನು ನಿಷೇಧಿಸಲಾಗಿದೆ. ಸಂಜೆ 4 ರಿಂದ 6 ಗಂಟೆಯವರೆಗೆ ಸಾರ್ವಜನಿಕರು ರಾಜಭವನದ ಉದ್ಯಾನ ವೀಕ್ಷಿಸಬಹುದು. ಗುರುತಿನ ಚೀಟಿ ಕಡ್ಡಾಯವಾಗಿ ತರಬೇಕು. ವಾಹನಗಳ ನಿಲುಗಡೆಗೆ ಪ್ರತ್ಯೇಕ ವ್ಯವಸ್ಥೆ ಮಾಡಲಾಗಿದೆ ಎಂದು ರಾಜಭವನದ ಪ್ರಕಟಣೆ ತಿಳಿಸಿದೆ.: [358, 774, 505, 868]
registration-dot: [851, 1411, 860, 1420]
sign-text: ಆರ್ಥಿಕ ಸ್ಥಿತಿ ಸುಧಾರಣೆ. ಹಳೆಯ ಸ್ನೇಹಿತರ ಭೇಟಿ. ಆರೋಗ್ಯ ಉತ್ತಮ.: [108, 875, 185, 906]
zodiac-icon: [108, 543, 120, 555]
sharavathi-body: [676, 112, 922, 330]
horoscope-sign: [108, 942, 185, 1020]
renuka-title: ರೇಣುಕಾಸ್ವಾಮಿ ಕುಟುಂಬದ ಸಂತಸ: [728, 861, 860, 875]
box-tatva-body: ಡಾ.ಶರಣಬಸವಪ್ಪ ಅವರು ಗುರುಕುಲ ಸಂಪ್ರದಾಯದಲ್ಲಿ ಮಹಾದಾಸೋಹ ಮಹಾಮನೆಯಲ್ಲಿ ಅಧ್ಯಯನ ಮಾಡಿ ಪದವಿ ಪಡೆದರು. ಸಂಸ್ಕೃತ ಹಾಗೂ ಕನ್ನಡ ಸಾಹಿತ್ಯದಲ್ಲಿ ಆಳವಾದ ಜ್ಞಾನ ಹೊಂದಿದ್ದರು. ಮುಂಬೈ ವಿಶ್ವವಿದ್ಯಾಲಯದಿಂದ ತತ್ವಶಾಸ್ತ್ರದಲ್ಲಿ ಡಾಕ್ಟರೇಟ್ ಪಡೆದಿದ್ದರು. ಕರ್ನಾಟಕ ವಿಶ್ವವಿದ್ಯಾಲಯ ಗೌರವ ಡಿ.ಲಿಟ್. ನೀಡಿ ಗೌರವಿಸಿದೆ.: [523, 121, 655, 194]
missing-body-text: 9,500 ಅಡಿ ಎತ್ತರದಲ್ಲಿರುವ ಮಚೈಲ್ ಮಾತಾ ದೇವಾಲಯಕ್ಕೆ 8.5 ಕಿಮೀ ಪಾದಯಾತ್ರೆ ಆರಂಭವಾಗುವ ಚಶೋತಿ ಗ್ರಾಮದಲ್ಲಿ ಮೇಘಸ್ಫೋಟ ಸಂಭವಿಸಿದೆ. ಯಾತ್ರಾರ್ಥಿಗಳು ಹಾಗೂ ಸ್ಥಳೀಯರು ಸೇರಿದಂತೆ ಅನೇಕರು ಪ್ರವಾಹದಲ್ಲಿ ಕೊಚ್ಚಿ ಹೋಗಿದ್ದಾರೆ. ರಕ್ಷಣಾ ಕಾರ್ಯಾಚರಣೆಯಲ್ಲಿ ಎನ್ಡಿಆರ್ಎಫ್, ಎಸ್ಡಿಆರ್ಎಫ್, ಸೇನೆ ಹಾಗೂ ಪೊಲೀಸ್ ತಂಡಗಳು ತೊಡಗಿವೆ. 100ಕ್ಕೂ ಹೆಚ್ಚು ಜನರನ್ನು ರಕ್ಷಿಸಲಾಗಿದ್ದು, ಗಾಯಾಳುಗಳನ್ನು ಆಸ್ಪತ್ರೆಗೆ ದಾಖಲಿಸಲಾಗಿದೆ. ಭಾರೀ ಮಳೆಯಿಂದಾಗಿ ರಕ್ಷಣಾ ಕಾರ್ಯಕ್ಕೆ ಅಡ್ಡಿಯಾಗಿದೆ. ಕೇಂದ್ರ ಸರ್ಕಾರ ಎಲ್ಲ ರೀತಿಯ ನೆರವು ನೀಡುವ ಭರವಸೆ ನೀಡಿದೆ. ಮೃತರ ಕುಟುಂಬಕ್ಕೆ ಪರಿಹಾರ ಘೋಷಿಸಲಾಗಿದೆ. ಯಾತ್ರೆಯನ್ನು ತಾತ್ಕಾಲಿಕವಾಗಿ ಸ್ಥಗಿತಗೊಳಿಸಲಾಗಿದೆ. ಹವಾಮಾನ ಇಲಾಖೆ ಮುಂದಿನ ದಿನಗಳಲ್ಲೂ ಭಾರೀ ಮಳೆ ಮುನ್ಸೂಚನೆ ನೀಡಿದೆ. ಜಮ್ಮು-ಕಾಶ್ಮೀರ ಲೆಫ್ಟಿನೆಂಟ್ ಗವರ್ನರ್ ಮನೋಜ್ ಸಿನ್ಹಾ ಪರಿಸ್ಥಿತಿ ಪರಿಶೀಲಿಸಿದರು. ಹೆಲಿಕಾಪ್ಟರ್ ಮೂಲಕ ರಕ್ಷಣಾ ಕಾರ್ಯ ನಡೆಯುತ್ತಿದೆ.: [202, 1162, 562, 1245]
horoscope-title: ದಿನ ಭವಿಷ್ಯ: [28, 516, 186, 538]
dkshi-body: ಇದಕ್ಕೆ ಪ್ರತಿಕ್ರಿಯಿಸಿದ ಡಿಸಿಎಂ ಡಿ.ಕೆ.ಶಿವಕುಮಾರ್, ನಮಗೂ ಧರ್ಮಸ್ಥಳದ ಬಗ್ಗೆ ಭಕ್ತಿ ಇದೆ. ಧರ್ಮಸ್ಥಳದಲ್ಲಿ ನಡೆಯುತ್ತಿರುವ ಬೆಳವಣಿಗೆಗಳ ಕುರಿತು ಸರ್ಕಾರ ಗಂಭೀರವಾಗಿದೆ. ತನಿಖೆ ಮುಗಿದ ಬಳಿಕ ಸರ್ಕಾರ ಸ್ಪಷ್ಟನೆ ನೀಡಲಿದೆ. ಕ್ಷೇತ್ರದ ಘನತೆಗೆ ಧಕ್ಕೆಯಾಗಲು ಬಿಡುವುದಿಲ್ಲ ಎಂದರು.: [329, 430, 551, 471]
president-medal-body-text: ರಾಜ್ಯದ 19 ಪೊಲೀಸ್ ಅಧಿಕಾರಿಗಳು ಮತ್ತು ಸಿಬ್ಬಂದಿಗೆ ವಿಶಿಷ್ಟ ಸೇವೆಗಾಗಿ ರಾಷ್ಟ್ರಪತಿ ಪದಕ ಹಾಗೂ ಪ್ರಶಂಸನೀಯ ಸೇವಾ ಪದಕ ಘೋಷಿಸಲಾಗಿದೆ. ಎಡಿಜಿಪಿ, ಐಜಿಪಿ, ಎಸ್ಪಿ ದರ್ಜೆಯ ಅಧಿಕಾರಿಗಳು ಸೇರಿದಂತೆ ಇನ್ಸ್ಪೆಕ್ಟರ್, ಸಬ್ ಇನ್ಸ್ಪೆಕ್ಟರ್ ಹಾಗೂ ಹೆಡ್ ಕಾನ್ಸ್ಟೆಬಲ್ಗಳಿಗೆ ಈ ಗೌರವ ಲಭಿಸಿದೆ. 2025ನೇ ಸಾಲಿನ ಸ್ವಾತಂತ್ರ್ಯ ದಿನಾಚರಣೆ ಅಂಗವಾಗಿ ಕೇಂದ್ರ ಗೃಹ ಸಚಿವಾಲಯ ಪಟ್ಟಿ ಪ್ರಕಟಿಸಿದೆ. ಅಗ್ನಿಶಾಮಕ ದಳದ ಸಿಬ್ಬಂದಿಗೂ ಪದಕ ಘೋಷಿಸಲಾಗಿದೆ. ಪದಕ ಪಡೆದವರ ಪಟ್ಟಿ: ಎಡಿಜಿಪಿ, ಐಜಿಪಿ, ಡಿಸಿಪಿ, ಎಸಿಪಿ, ಇನ್ಸ್ಪೆಕ್ಟರ್, ಪಿಎಸ್ಐ, ಎಎಸ್ಐ ಸೇರಿದಂತೆ ಹಲವರು.: [198, 991, 510, 1042]
rahukala: ರಾಹುಕಾಲ: 10.30-12.00: [58, 1027, 156, 1037]
registration-dot: [101, 1411, 110, 1420]
saint-box-tatva: [518, 98, 660, 298]
zodiac-icon: [28, 543, 40, 555]
registration-dot: [601, 1411, 610, 1420]
